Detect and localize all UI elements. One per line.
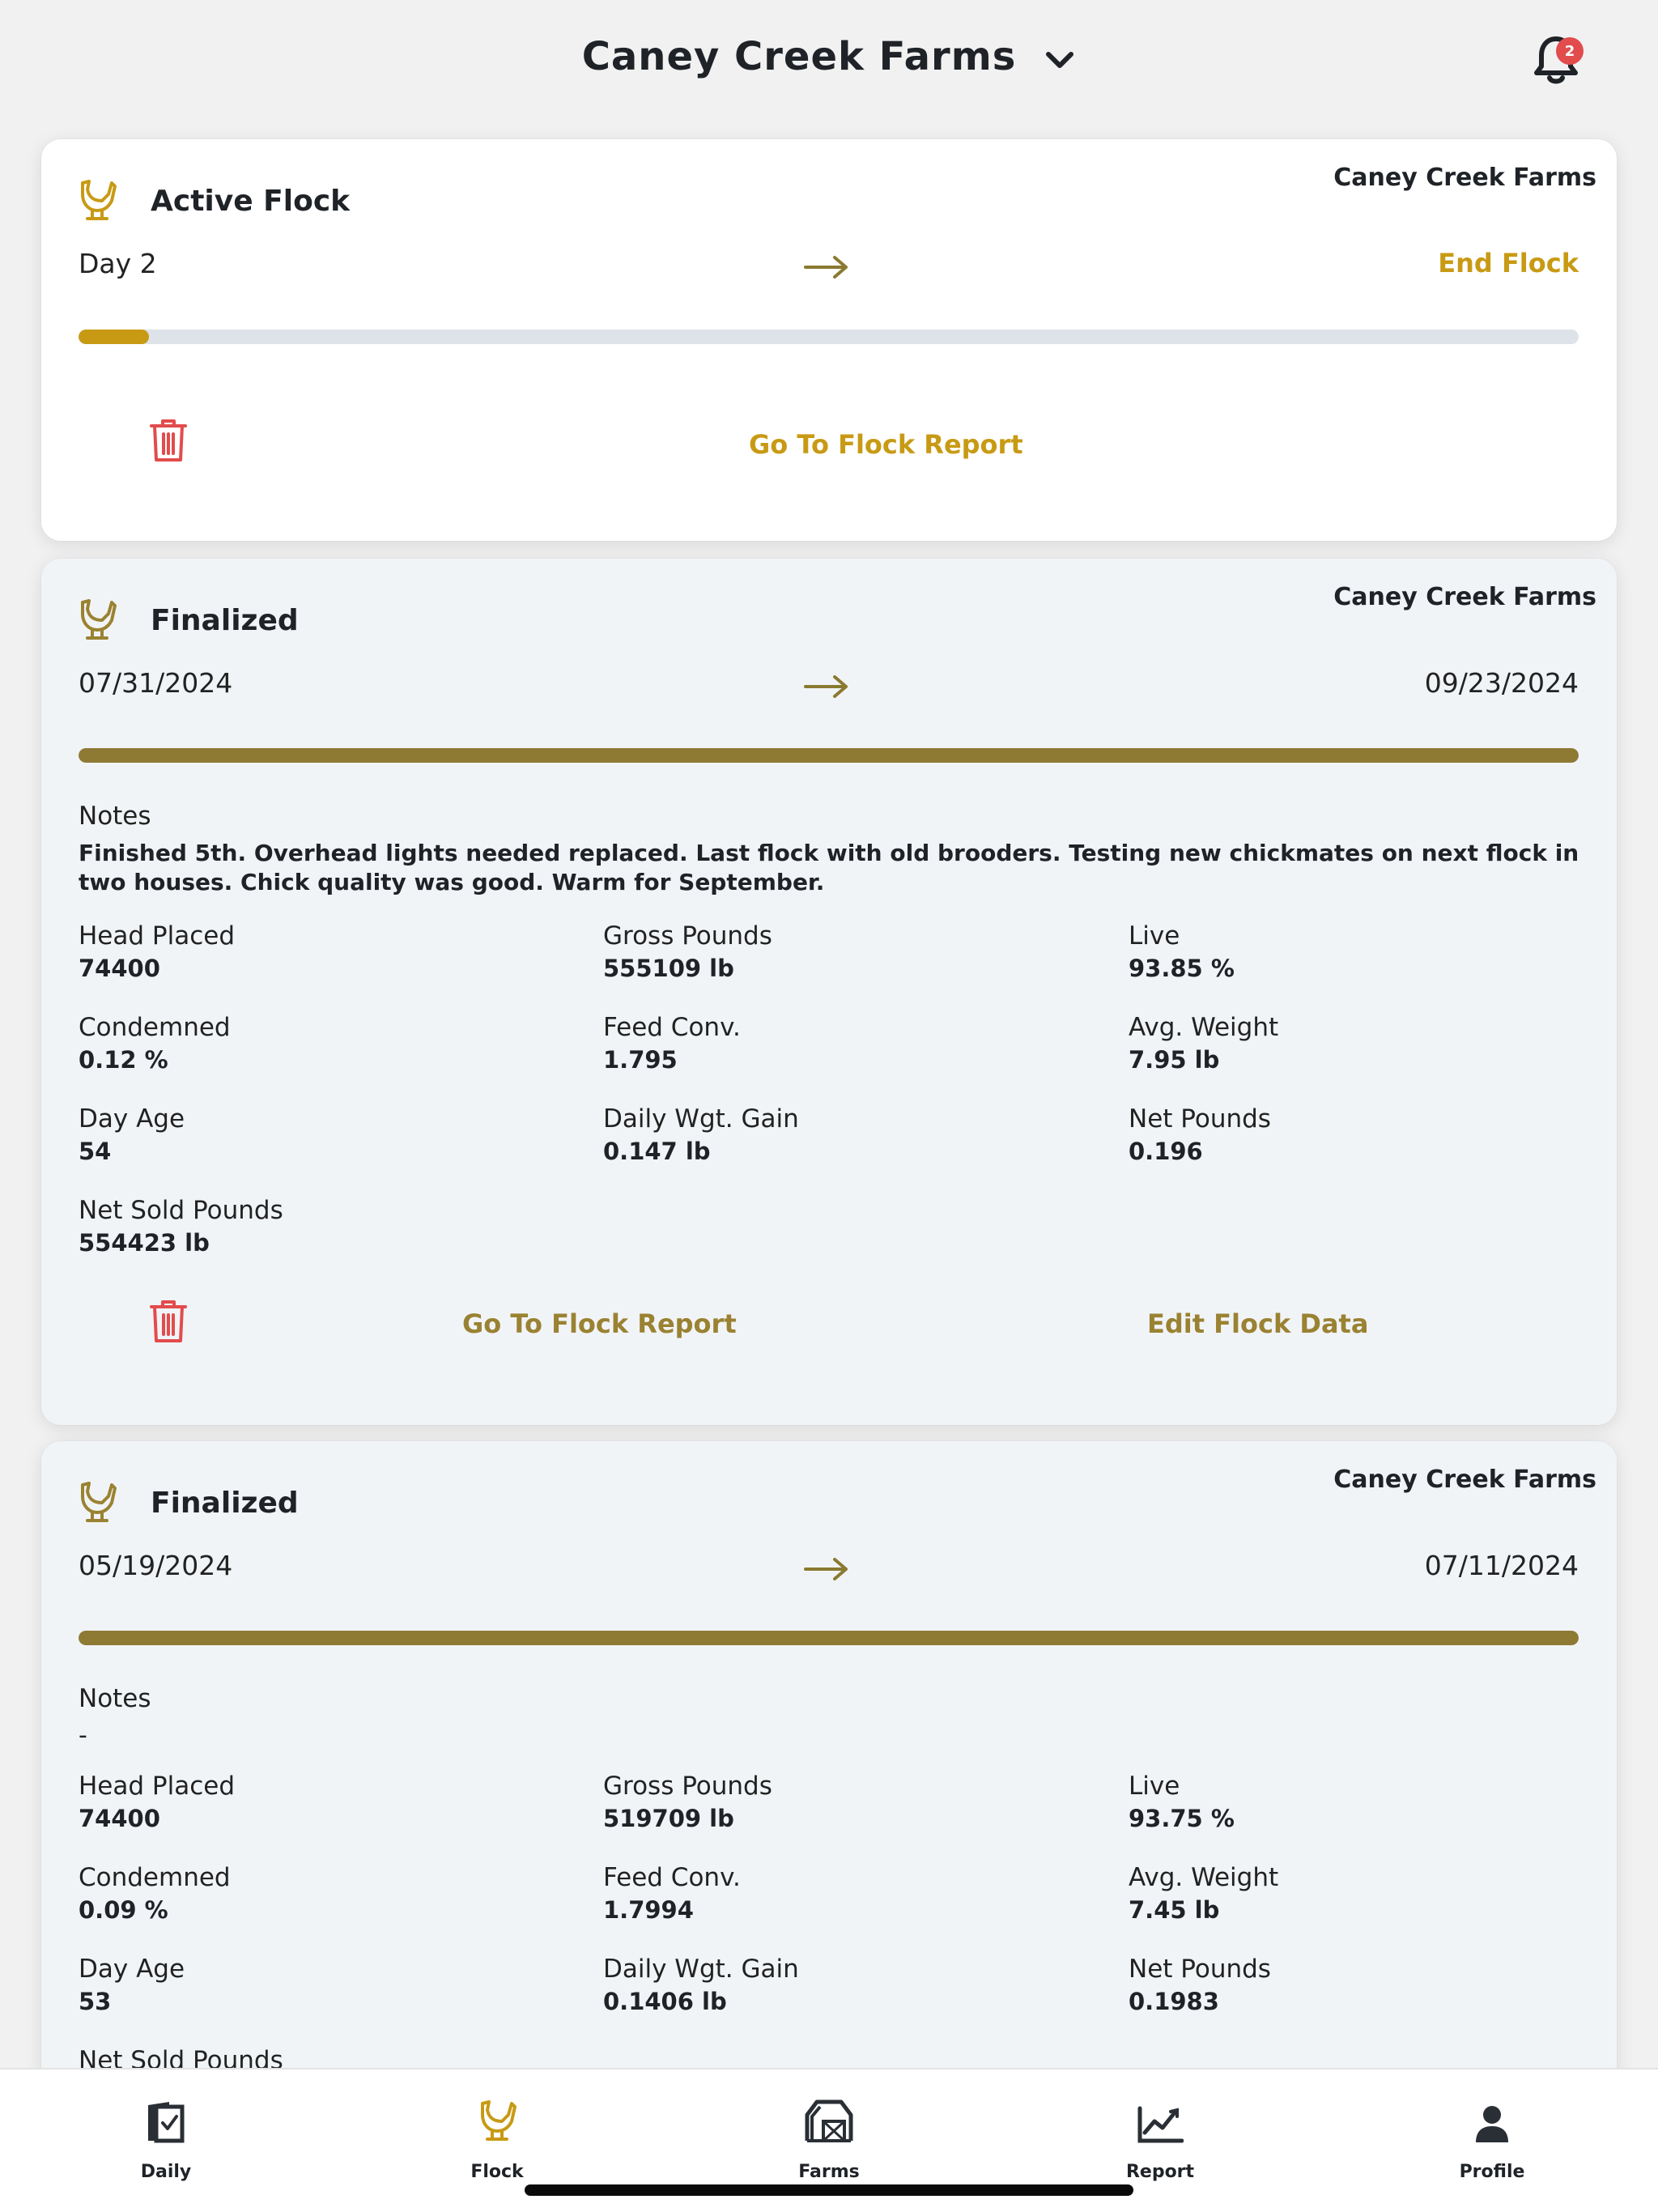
tab-label: Report bbox=[1125, 2162, 1195, 2182]
stat-feed-conv: Feed Conv. 1.795 bbox=[603, 1013, 741, 1074]
tab-label: Farms bbox=[798, 2162, 860, 2182]
top-header bbox=[0, 0, 1658, 120]
stat-net-pounds: Net Pounds 0.1983 bbox=[1129, 1955, 1271, 2015]
farm-selector-label: Caney Creek Farms bbox=[581, 34, 1017, 79]
flock-card-finalized-1 bbox=[41, 559, 1617, 1425]
stat-daily-wgt-gain: Daily Wgt. Gain 0.147 lb bbox=[603, 1104, 799, 1165]
hen-icon bbox=[78, 598, 117, 643]
notes-text: Finished 5th. Overhead lights needed replaced. Last flock with old brooders. Testing new chickmates on next flock in two houses. Chick quality was good. Warm for September. bbox=[79, 840, 1579, 895]
tab-label: Daily bbox=[140, 2162, 192, 2182]
stat-gross-pounds: Gross Pounds 555109 lb bbox=[603, 921, 772, 982]
home-indicator bbox=[525, 2184, 1133, 2196]
chart-line-icon bbox=[1079, 2094, 1241, 2144]
tab-daily[interactable] bbox=[85, 2094, 247, 2182]
stat-avg-weight: Avg. Weight 7.95 lb bbox=[1129, 1013, 1279, 1074]
stat-condemned: Condemned 0.12 % bbox=[79, 1013, 231, 1074]
stat-head-placed: Head Placed 74400 bbox=[79, 921, 236, 982]
hen-icon bbox=[78, 178, 117, 223]
flock-progress-bar bbox=[79, 748, 1579, 763]
stat-avg-weight: Avg. Weight 7.45 lb bbox=[1129, 1863, 1279, 1924]
flock-start-date: 07/31/2024 bbox=[79, 667, 233, 699]
stat-net-sold-pounds: Net Sold Pounds bbox=[79, 2046, 283, 2068]
flock-progress-bar bbox=[79, 1631, 1579, 1645]
notes-label: Notes bbox=[79, 1684, 151, 1713]
notes-text: - bbox=[79, 1721, 87, 1750]
arrow-right-icon bbox=[802, 1555, 851, 1584]
stat-net-sold-pounds: Net Sold Pounds 554423 lb bbox=[79, 1196, 283, 1257]
card-farm-name: Caney Creek Farms bbox=[1333, 164, 1596, 192]
flock-card-finalized-2 bbox=[41, 1441, 1617, 2068]
stat-live: Live 93.85 % bbox=[1129, 921, 1235, 982]
flock-card-active bbox=[41, 139, 1617, 541]
flock-day-label: Day 2 bbox=[79, 248, 157, 279]
tab-farms[interactable] bbox=[748, 2094, 910, 2182]
stat-daily-wgt-gain: Daily Wgt. Gain 0.1406 lb bbox=[603, 1955, 799, 2015]
stat-condemned: Condemned 0.09 % bbox=[79, 1863, 231, 1924]
stat-day-age: Day Age 53 bbox=[79, 1955, 185, 2015]
arrow-right-icon bbox=[802, 253, 851, 282]
flock-progress-fill bbox=[79, 748, 1579, 763]
flock-progress-bar bbox=[79, 330, 1579, 344]
delete-trash-icon[interactable] bbox=[147, 416, 190, 465]
stat-feed-conv: Feed Conv. 1.7994 bbox=[603, 1863, 741, 1924]
farm-selector[interactable] bbox=[0, 34, 1658, 82]
end-flock-button[interactable]: End Flock bbox=[1438, 248, 1579, 279]
barn-icon bbox=[748, 2094, 910, 2144]
tab-report[interactable] bbox=[1079, 2094, 1241, 2182]
tab-flock[interactable] bbox=[416, 2094, 578, 2182]
notes-label: Notes bbox=[79, 802, 151, 831]
flock-end-date: 07/11/2024 bbox=[1424, 1550, 1579, 1581]
tab-label: Profile bbox=[1459, 2162, 1525, 2182]
flock-status-label: Finalized bbox=[151, 603, 299, 637]
flock-status-label: Active Flock bbox=[151, 184, 351, 218]
flock-status-label: Finalized bbox=[151, 1486, 299, 1520]
flock-progress-fill bbox=[79, 330, 149, 344]
hen-icon bbox=[416, 2094, 578, 2144]
tab-label: Flock bbox=[470, 2162, 524, 2182]
flock-start-date: 05/19/2024 bbox=[79, 1550, 233, 1581]
flock-progress-fill bbox=[79, 1631, 1579, 1645]
chevron-down-icon bbox=[1044, 36, 1076, 82]
go-to-flock-report-link[interactable]: Go To Flock Report bbox=[462, 1308, 737, 1339]
tab-profile[interactable] bbox=[1411, 2094, 1573, 2182]
daily-checklist-icon bbox=[85, 2094, 247, 2144]
person-icon bbox=[1411, 2094, 1573, 2144]
stat-live: Live 93.75 % bbox=[1129, 1772, 1235, 1832]
arrow-right-icon bbox=[802, 672, 851, 701]
go-to-flock-report-link[interactable]: Go To Flock Report bbox=[749, 429, 1023, 460]
stat-head-placed: Head Placed 74400 bbox=[79, 1772, 236, 1832]
notification-count-badge: 2 bbox=[1556, 37, 1584, 65]
stat-day-age: Day Age 54 bbox=[79, 1104, 185, 1165]
delete-trash-icon[interactable] bbox=[147, 1297, 190, 1346]
edit-flock-data-link[interactable]: Edit Flock Data bbox=[1147, 1308, 1369, 1339]
stat-net-pounds: Net Pounds 0.196 bbox=[1129, 1104, 1271, 1165]
flock-end-date: 09/23/2024 bbox=[1424, 667, 1579, 699]
flock-list[interactable] bbox=[0, 120, 1658, 2068]
card-farm-name: Caney Creek Farms bbox=[1333, 1465, 1596, 1494]
hen-icon bbox=[78, 1480, 117, 1525]
stat-gross-pounds: Gross Pounds 519709 lb bbox=[603, 1772, 772, 1832]
card-farm-name: Caney Creek Farms bbox=[1333, 583, 1596, 611]
